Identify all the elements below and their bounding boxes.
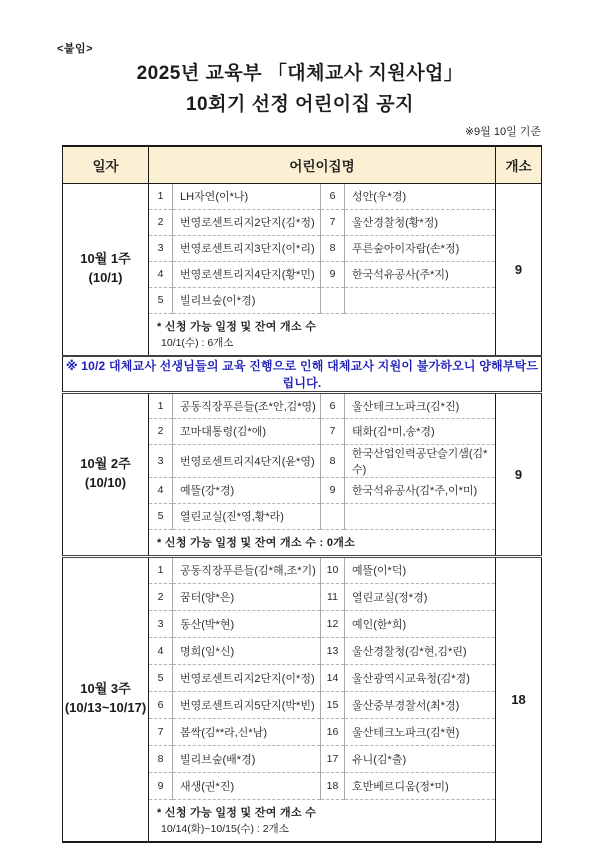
entry-no: 6 [149, 691, 173, 718]
entry-name: 봄싹(김**라,신*남) [173, 718, 321, 745]
entry-no: 5 [149, 503, 173, 529]
entry-no: 1 [149, 556, 173, 583]
entry-no: 1 [157, 399, 164, 412]
entry-no: 6 [321, 392, 345, 418]
entry-no: 5 [149, 287, 173, 313]
entry-name-empty [345, 287, 496, 313]
entry-name: LH자연(이*나) [173, 183, 321, 209]
note-title: * 신청 가능 일정 및 잔여 개소 수 : 0개소 [157, 536, 356, 549]
entry-name: 한국석유공사(김*주,이*미) [345, 477, 496, 503]
entry-no: 3 [149, 235, 173, 261]
entry-no: 5 [149, 664, 173, 691]
date-cell-week2 [63, 392, 149, 556]
week-label: 10월 2주 [80, 456, 131, 472]
note-cell [149, 799, 496, 842]
column-header-date: 일자 [63, 146, 149, 183]
table-row [63, 183, 542, 209]
entry-no: 7 [321, 209, 345, 235]
entry-name: 울산경찰청(김*현,김*린) [345, 637, 496, 664]
entry-name: 유니(김*출) [345, 745, 496, 772]
note-title: * 신청 가능 일정 및 잔여 개소 수 [157, 806, 317, 819]
entry-name-empty [345, 503, 496, 529]
education-notice: ※ 10/2 대체교사 선생님들의 교육 진행으로 인해 대체교사 지원이 불가하오니 양해부탁드립니다. [63, 356, 542, 393]
entry-name: 번영로센트리지4단지(황*민) [173, 261, 321, 287]
count-cell-week3: 18 [496, 556, 542, 842]
entry-no: 9 [321, 477, 345, 503]
entry-no: 16 [321, 718, 345, 745]
attachment-label: <붙임> [57, 43, 94, 55]
entry-name: 호반베르디움(정*미) [345, 772, 496, 799]
week-label: 10월 1주 [80, 251, 131, 267]
page-title-line1: 2025년 교육부 「대체교사 지원사업」 [136, 63, 464, 84]
entry-name: 예인(한*희) [345, 610, 496, 637]
entry-no: 3 [149, 610, 173, 637]
entry-no: 1 [157, 190, 164, 202]
note-cell [149, 529, 496, 556]
column-header-count: 개소 [496, 146, 542, 183]
entry-no: 8 [321, 235, 345, 261]
entry-name: 빌리브숲(이*경) [173, 287, 321, 313]
table-header-row [63, 146, 542, 183]
entry-no: 9 [321, 261, 345, 287]
entry-no: 4 [149, 477, 173, 503]
date-range-label: (10/1) [88, 270, 123, 285]
entry-no: 18 [321, 772, 345, 799]
entry-name: 울산광역시교육청(김*경) [345, 664, 496, 691]
table-row [63, 392, 542, 418]
entry-no: 4 [149, 637, 173, 664]
entry-name: 울산경찰청(황*정) [345, 209, 496, 235]
count-cell-week1: 9 [496, 183, 542, 356]
entry-name: 명희(임*신) [173, 637, 321, 664]
entry-name: 한국산업인력공단슬기샘(김*수) [345, 444, 496, 477]
title-block [0, 0, 600, 120]
entry-no: 2 [149, 583, 173, 610]
entry-name: 번영로센트리지2단지(이*정) [173, 664, 321, 691]
date-cell-week3 [63, 556, 149, 842]
entry-name: 열린교실(정*경) [345, 583, 496, 610]
date-range-label: (10/13~10/17) [64, 700, 147, 715]
entry-name: 새생(권*진) [173, 772, 321, 799]
entry-name: 예뜰(이*덕) [345, 556, 496, 583]
entry-no-empty [321, 503, 345, 529]
entry-name: 꼬마대통령(김*애) [173, 418, 321, 444]
entry-name: 한국석유공사(주*지) [345, 261, 496, 287]
entry-no: 8 [149, 745, 173, 772]
count-cell-week2: 9 [496, 392, 542, 556]
entry-name: 번영로센트리지3단지(이*리) [173, 235, 321, 261]
entry-name: 꿈터(양*은) [173, 583, 321, 610]
date-cell-week1 [63, 183, 149, 356]
entry-no: 7 [149, 718, 173, 745]
date-range-label: (10/10) [84, 475, 127, 490]
note-cell [149, 313, 496, 356]
entry-name: 공동직장푸른들(김*해,조*기) [173, 556, 321, 583]
entry-name: 울산테크노파크(김*진) [345, 392, 496, 418]
entry-no: 14 [321, 664, 345, 691]
entry-no: 17 [321, 745, 345, 772]
entry-no: 8 [321, 444, 345, 477]
entry-name: 예뜰(강*경) [173, 477, 321, 503]
entry-no: 9 [149, 772, 173, 799]
daycare-selection-table [62, 145, 542, 843]
entry-no: 15 [321, 691, 345, 718]
entry-no: 3 [149, 444, 173, 477]
page-title-line2: 10회기 선정 어린이집 공지 [185, 94, 414, 115]
entry-name: 동산(박*현) [173, 610, 321, 637]
column-header-name: 어린이집명 [149, 146, 496, 183]
entry-no: 6 [321, 183, 345, 209]
entry-name: 번영로센트리지4단지(윤*영) [173, 444, 321, 477]
entry-no: 10 [321, 556, 345, 583]
notice-row [63, 356, 542, 393]
entry-name: 공동직장푸른들(조*안,김*영) [173, 392, 321, 418]
week-label: 10월 3주 [80, 681, 131, 697]
note-detail: 10/14(화)~10/15(수) : 2개소 [161, 822, 289, 835]
entry-name: 열린교실(진*영,황*라) [173, 503, 321, 529]
entry-no: 11 [321, 583, 345, 610]
note-title: * 신청 가능 일정 및 잔여 개소 수 [157, 320, 317, 333]
table-row [63, 556, 542, 583]
reference-date: ※9월 10일 기준 [464, 126, 541, 138]
entry-name: 울산테크노파크(김*현) [345, 718, 496, 745]
entry-no: 2 [149, 418, 173, 444]
entry-no: 4 [149, 261, 173, 287]
entry-name: 울산중부경찰서(최*경) [345, 691, 496, 718]
entry-no: 12 [321, 610, 345, 637]
entry-name: 번영로센트리지2단지(김*정) [173, 209, 321, 235]
entry-name: 푸른숲아이자람(손*정) [345, 235, 496, 261]
entry-no: 2 [149, 209, 173, 235]
entry-no: 7 [321, 418, 345, 444]
note-detail: 10/1(수) : 6개소 [161, 336, 234, 349]
entry-no: 13 [321, 637, 345, 664]
entry-name: 빌리브숲(배*경) [173, 745, 321, 772]
entry-no-empty [321, 287, 345, 313]
entry-name: 태화(김*미,송*경) [345, 418, 496, 444]
entry-name: 성안(우*경) [345, 183, 496, 209]
entry-name: 번영로센트리지5단지(박*빈) [173, 691, 321, 718]
